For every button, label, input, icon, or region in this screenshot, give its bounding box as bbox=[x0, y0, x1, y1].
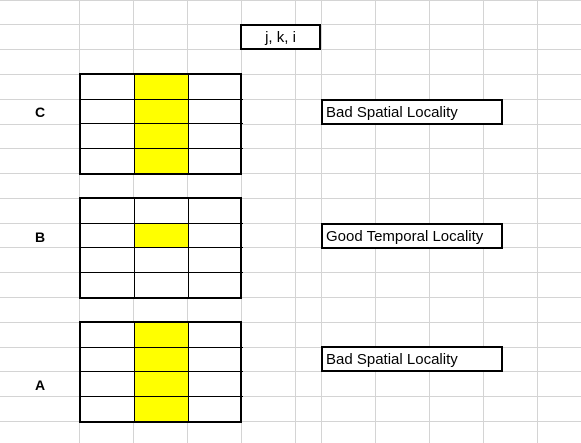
highlighted-cell[interactable] bbox=[135, 397, 189, 422]
annotation-a[interactable]: Bad Spatial Locality bbox=[321, 346, 503, 372]
loop-order-label[interactable]: j, k, i bbox=[240, 24, 321, 50]
matrix-cell[interactable] bbox=[189, 248, 243, 273]
matrix-cell[interactable] bbox=[189, 124, 243, 149]
highlighted-cell[interactable] bbox=[135, 372, 189, 397]
annotation-b[interactable]: Good Temporal Locality bbox=[321, 223, 503, 249]
highlighted-cell[interactable] bbox=[135, 224, 189, 249]
gridline bbox=[429, 0, 430, 443]
highlighted-cell[interactable] bbox=[135, 323, 189, 348]
matrix-cell[interactable] bbox=[81, 124, 135, 149]
row-label-a: A bbox=[35, 377, 46, 393]
matrix-cell[interactable] bbox=[81, 199, 135, 224]
gridline bbox=[375, 0, 376, 443]
matrix-cell[interactable] bbox=[189, 224, 243, 249]
highlighted-cell[interactable] bbox=[135, 348, 189, 373]
matrix-cell[interactable] bbox=[189, 273, 243, 298]
matrix-cell[interactable] bbox=[81, 248, 135, 273]
matrix-cell[interactable] bbox=[135, 273, 189, 298]
matrix-cell[interactable] bbox=[189, 199, 243, 224]
matrix-cell[interactable] bbox=[135, 199, 189, 224]
matrix-a bbox=[79, 321, 242, 423]
matrix-cell[interactable] bbox=[189, 323, 243, 348]
gridline bbox=[537, 0, 538, 443]
gridline bbox=[483, 0, 484, 443]
matrix-cell[interactable] bbox=[81, 75, 135, 100]
matrix-b bbox=[79, 197, 242, 299]
gridline bbox=[0, 0, 581, 1]
matrix-cell[interactable] bbox=[81, 149, 135, 174]
matrix-cell[interactable] bbox=[189, 149, 243, 174]
row-label-c: C bbox=[35, 104, 46, 120]
matrix-cell[interactable] bbox=[81, 348, 135, 373]
matrix-cell[interactable] bbox=[81, 372, 135, 397]
matrix-cell[interactable] bbox=[81, 273, 135, 298]
matrix-cell[interactable] bbox=[189, 75, 243, 100]
annotation-c[interactable]: Bad Spatial Locality bbox=[321, 99, 503, 125]
matrix-c bbox=[79, 73, 242, 175]
matrix-cell[interactable] bbox=[81, 323, 135, 348]
matrix-cell[interactable] bbox=[189, 372, 243, 397]
row-label-b: B bbox=[35, 229, 46, 245]
matrix-cell[interactable] bbox=[189, 100, 243, 125]
matrix-cell[interactable] bbox=[81, 397, 135, 422]
highlighted-cell[interactable] bbox=[135, 149, 189, 174]
gridline bbox=[295, 0, 296, 443]
highlighted-cell[interactable] bbox=[135, 100, 189, 125]
highlighted-cell[interactable] bbox=[135, 124, 189, 149]
matrix-cell[interactable] bbox=[189, 348, 243, 373]
matrix-cell[interactable] bbox=[81, 224, 135, 249]
gridline bbox=[321, 0, 322, 443]
highlighted-cell[interactable] bbox=[135, 75, 189, 100]
matrix-cell[interactable] bbox=[81, 100, 135, 125]
matrix-cell[interactable] bbox=[135, 248, 189, 273]
matrix-cell[interactable] bbox=[189, 397, 243, 422]
